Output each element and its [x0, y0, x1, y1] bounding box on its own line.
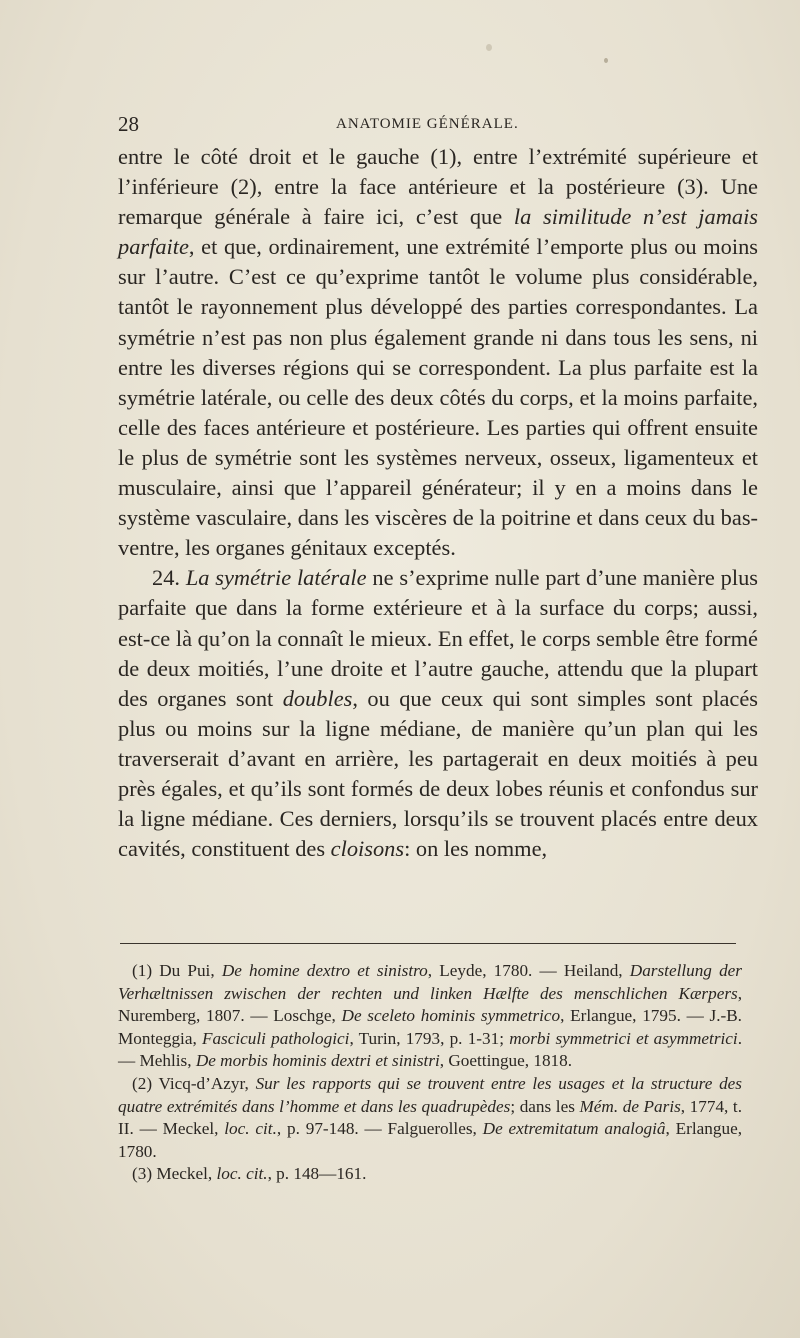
- citation-title: De sceleto hominis symmetrico: [341, 1006, 561, 1026]
- paragraph-24: [118, 563, 758, 864]
- paper-speck: [486, 44, 492, 51]
- text-run: (2) Vicq-d’Azyr,: [132, 1073, 256, 1093]
- emphasis-text: doubles: [282, 685, 353, 711]
- footnotes: [118, 960, 742, 1186]
- text-run: , p. 97-148. — Falguerolles,: [276, 1119, 483, 1139]
- running-head: ANATOMIE GÉNÉRALE.: [336, 116, 519, 132]
- text-run: , Leyde, 1780. — Heiland,: [427, 961, 630, 980]
- section-number: 24.: [152, 565, 186, 591]
- paragraph-continued: [118, 142, 758, 563]
- text-run: . — Mehlis,: [118, 1028, 742, 1071]
- citation-title: De morbis hominis dextri et sinistri: [195, 1051, 440, 1071]
- text-run: , Turin, 1793, p. 1-31;: [349, 1028, 510, 1048]
- text-run: , Goettingue, 1818.: [439, 1051, 573, 1071]
- footnote-2: [118, 1073, 742, 1163]
- text-run: , Nuremberg, 1807. — Loschge,: [118, 983, 742, 1026]
- text-run: ; dans les: [510, 1096, 580, 1116]
- citation-title: loc. cit.: [224, 1119, 277, 1139]
- citation-title: Darstellung der Verhæltnissen zwischen der rechten und linken Hælfte des menschlichen Kærpers: [118, 961, 742, 1003]
- footnote-3: [118, 1163, 742, 1186]
- citation-title: morbi symmetrici et asymmetrici: [509, 1028, 738, 1048]
- text-run: , Erlangue, 1795. — J.-B. Monteggia,: [118, 1006, 742, 1048]
- page-header: [118, 112, 758, 142]
- footnote-divider: [120, 943, 736, 944]
- citation-title: Fasciculi pathologici: [201, 1028, 350, 1048]
- text-run: (1) Du Pui,: [132, 961, 222, 980]
- paper-speck: [604, 58, 608, 63]
- page-number: 28: [118, 112, 139, 136]
- emphasis-text: La symétrie latérale: [185, 565, 367, 591]
- text-run: , Erlangue, 1780.: [118, 1119, 742, 1161]
- text-run: , p. 148—161.: [267, 1164, 367, 1184]
- emphasis-text: la similitude n’est jamais parfaite: [118, 204, 759, 260]
- citation-title: loc. cit.: [216, 1164, 268, 1184]
- text-run: (3) Meckel,: [132, 1164, 217, 1184]
- citation-title: Sur les rapports qui se trouvent entre les usages et la structure des quatre extrémités dans l’homme et dans les quadrupèdes: [118, 1073, 742, 1116]
- text-run: , 1774, t. II. — Meckel,: [118, 1096, 742, 1139]
- text-run: , ou que ceux qui sont simples sont placés plus ou moins sur la ligne médiane, de manière qu’un plan qui les traverserait d’avant en arrière, les partagerait en deux moitiés à peu près égales, et qu’ils sont formés de deux lobes réunis et confondus sur la ligne médiane. Ces derniers, lorsqu’ils se trouvent placés entre deux cavités, constituent des: [118, 685, 758, 862]
- text-run: entre le côté droit et le gauche (1), entre l’extrémité supérieure et l’inférieure (2), entre la face antérieure et la postérieure (3). Une remarque générale à faire ici, c’est que: [118, 144, 758, 230]
- text-run: ne s’exprime nulle part d’une manière plus parfaite que dans la forme extérieure et à la surface du corps; aussi, est-ce là qu’on la connaît le mieux. En effet, le corps semble être formé de deux moitiés, l’une droite et l’autre gauche, attendu que la plupart des organes sont: [118, 565, 758, 711]
- text-run: , et que, ordinairement, une extrémité l’emporte plus ou moins sur l’autre. C’est ce qu’exprime tantôt le volume plus considérable, tantôt le rayonnement plus développé des parties correspondantes. La symétrie n’est pas non plus également grande ni dans tous les sens, ni entre les diverses régions qui se correspondent. La plus parfaite est la symétrie latérale, ou celle des deux côtés du corps, et la moins parfaite, celle des faces antérieure et postérieure. Les parties qui offrent ensuite le plus de symétrie sont les systèmes nerveux, osseux, ligamenteux et musculaire, ainsi que l’appareil générateur; il y en a moins dans le système vasculaire, dans les viscères de la poitrine et dans ceux du bas-ventre, les organes génitaux exceptés.: [118, 234, 758, 561]
- text-run: : on les nomme,: [404, 836, 548, 862]
- emphasis-text: cloisons: [330, 836, 405, 862]
- footnote-1: [118, 960, 742, 1073]
- citation-title: De homine dextro et sinistro: [221, 961, 428, 980]
- citation-title: Mém. de Paris: [579, 1096, 681, 1116]
- citation-title: De extremitatum analogiâ: [482, 1119, 666, 1139]
- body-text: [118, 142, 758, 864]
